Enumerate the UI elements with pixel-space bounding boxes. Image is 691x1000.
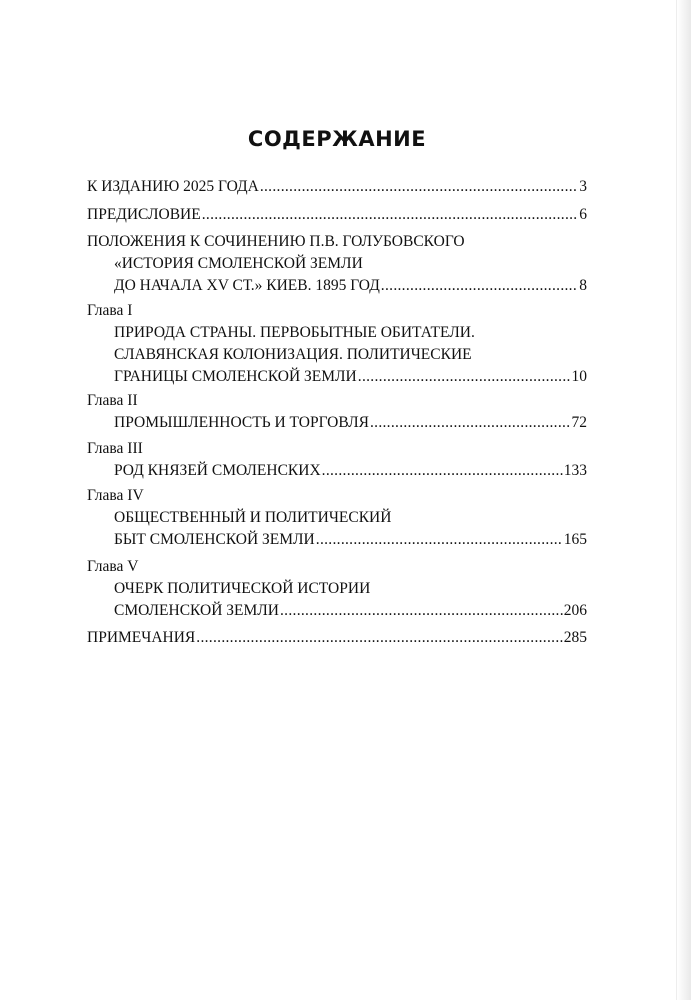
dot-leader xyxy=(196,627,562,649)
toc-page-number: 133 xyxy=(563,462,587,479)
toc-entry-title-line: РОД КНЯЗЕЙ СМОЛЕНСКИХ xyxy=(114,462,321,479)
toc-entry-title-line: СЛАВЯНСКАЯ КОЛОНИЗАЦИЯ. ПОЛИТИЧЕСКИЕ xyxy=(114,346,472,363)
page-edge-shadow xyxy=(676,0,691,1000)
toc-page-number: 6 xyxy=(579,206,587,223)
dot-leader xyxy=(322,460,563,482)
dot-leader xyxy=(358,366,571,388)
page-title: СОДЕРЖАНИЕ xyxy=(247,127,427,151)
chapter-label: Глава IV xyxy=(87,487,144,504)
toc-entry-title-line: ПОЛОЖЕНИЯ К СОЧИНЕНИЮ П.В. ГОЛУБОВСКОГО xyxy=(87,233,465,250)
toc-page-number: 72 xyxy=(571,414,587,431)
toc-chapter-1[interactable] xyxy=(87,300,587,388)
toc-entry-title-line: ПРОМЫШЛЕННОСТЬ И ТОРГОВЛЯ xyxy=(114,414,369,431)
toc-entry-title: ПРИМЕЧАНИЯ xyxy=(87,629,196,646)
toc-page-number: 10 xyxy=(571,368,587,385)
dot-leader xyxy=(280,600,563,622)
toc-entry-title-line: БЫТ СМОЛЕНСКОЙ ЗЕМЛИ xyxy=(114,531,315,548)
dot-leader xyxy=(202,204,579,226)
toc-chapter-4[interactable] xyxy=(87,485,587,551)
toc-entry-title: К ИЗДАНИЮ 2025 ГОДА xyxy=(87,178,259,195)
chapter-label: Глава I xyxy=(87,302,133,319)
toc-page-number: 3 xyxy=(579,178,587,195)
dot-leader xyxy=(381,275,578,297)
toc-chapter-3[interactable] xyxy=(87,438,587,482)
dot-leader xyxy=(316,529,563,551)
toc-entry-title-line: СМОЛЕНСКОЙ ЗЕМЛИ xyxy=(114,602,279,619)
toc-entry-preface[interactable] xyxy=(87,204,587,226)
toc-page-number: 165 xyxy=(563,531,587,548)
toc-entry-theses[interactable] xyxy=(87,231,587,297)
chapter-label: Глава II xyxy=(87,392,138,409)
toc-entry-title-line: ДО НАЧАЛА XV СТ.» КИЕВ. 1895 ГОД xyxy=(114,277,380,294)
toc-page-number: 206 xyxy=(563,602,587,619)
toc-chapter-2[interactable] xyxy=(87,390,587,434)
toc-page-number: 8 xyxy=(579,277,587,294)
dot-leader xyxy=(370,412,571,434)
toc-entry-notes[interactable] xyxy=(87,627,587,649)
toc-chapter-5[interactable] xyxy=(87,556,587,622)
chapter-label: Глава V xyxy=(87,558,139,575)
toc-entry-title-line: «ИСТОРИЯ СМОЛЕНСКОЙ ЗЕМЛИ xyxy=(114,255,363,272)
toc-entry-title-line: ОБЩЕСТВЕННЫЙ И ПОЛИТИЧЕСКИЙ xyxy=(114,509,392,526)
toc-page-number: 285 xyxy=(563,629,587,646)
toc-entry-edition-2025[interactable] xyxy=(87,176,587,198)
toc-entry-title-line: ОЧЕРК ПОЛИТИЧЕСКОЙ ИСТОРИИ xyxy=(114,580,371,597)
chapter-label: Глава III xyxy=(87,440,143,457)
toc-entry-title-line: ПРИРОДА СТРАНЫ. ПЕРВОБЫТНЫЕ ОБИТАТЕЛИ. xyxy=(114,324,475,341)
toc-entry-title: ПРЕДИСЛОВИЕ xyxy=(87,206,201,223)
toc-entry-title-line: ГРАНИЦЫ СМОЛЕНСКОЙ ЗЕМЛИ xyxy=(114,368,357,385)
dot-leader xyxy=(260,176,578,198)
